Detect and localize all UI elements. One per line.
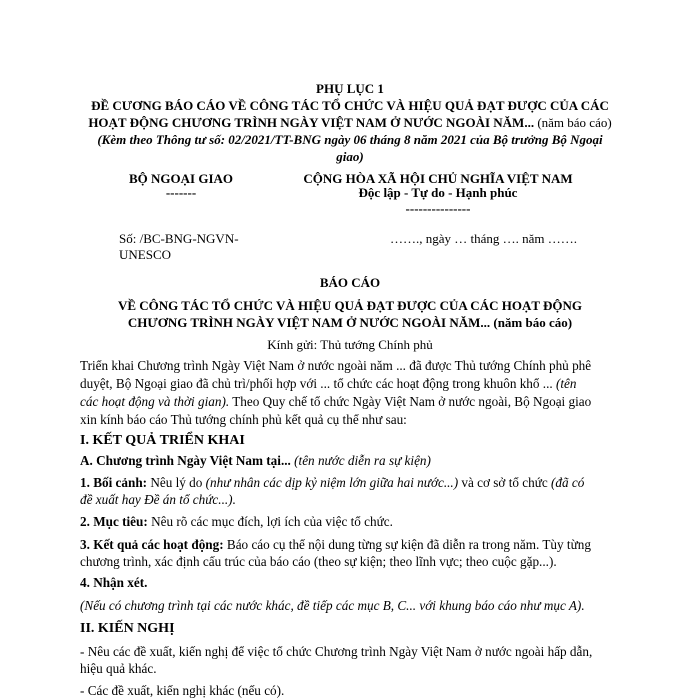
intro-line4: xin kính báo cáo Thủ tướng chính phủ kết quả cụ thể như sau:: [80, 412, 407, 427]
report-title: BÁO CÁO: [319, 275, 381, 290]
intro-line1: Triển khai Chương trình Ngày Việt Nam ở nước ngoài năm ... đã được Thủ tướng Chính phủ phê: [80, 358, 592, 373]
national-motto: Độc lập - Tự do - Hạnh phúc: [358, 185, 518, 200]
sectionA-italic: (tên nước diễn ra sự kiện): [290, 453, 431, 468]
item3-line2: chương trình, xác định cấu trúc của báo cáo (theo sự kiện; theo lĩnh vực; theo cuộc gặp...).: [80, 554, 557, 569]
agency-rule: -------: [165, 185, 197, 200]
nation-name: CỘNG HÒA XÃ HỘI CHỦ NGHĨA VIỆT NAM: [303, 171, 573, 186]
sectionA-bold: A. Chương trình Ngày Việt Nam tại...: [80, 453, 291, 468]
item1-text-d: (đã có: [551, 475, 585, 490]
appendix-attach-line2: giao): [336, 149, 364, 164]
note-other-countries: (Nếu có chương trình tại các nước khác, đề tiếp các mục B, C... với khung báo cáo như mục A).: [80, 598, 585, 613]
item3-text: Báo cáo cụ thể nội dung từng sự kiện đã diễn ra trong năm. Tùy từng: [223, 537, 591, 552]
appendix-title: PHỤ LỤC 1: [316, 81, 384, 96]
report-subject-line1: VỀ CÔNG TÁC TỔ CHỨC VÀ HIỆU QUẢ ĐẠT ĐƯỢC CỦA CÁC HOẠT ĐỘNG: [117, 298, 583, 313]
item1-line2: đề xuất hay Đề án tổ chức...).: [80, 492, 236, 507]
item1-text-c: và cơ sở tổ chức: [458, 475, 551, 490]
item1-line1: [80, 474, 620, 492]
report-subject-line2: CHƯƠNG TRÌNH NGÀY VIỆT NAM Ở NƯỚC NGOÀI NĂM... (năm báo cáo): [127, 315, 573, 330]
appendix-subtitle-line1: ĐỀ CƯƠNG BÁO CÁO VỀ CÔNG TÁC TỔ CHỨC VÀ HIỆU QUẢ ĐẠT ĐƯỢC CỦA CÁC: [91, 98, 609, 113]
section1-heading: I. KẾT QUẢ TRIỂN KHAI: [80, 433, 245, 448]
date-place: ……., ngày … tháng …. năm …….: [390, 231, 578, 246]
recommendation1-line2: hiệu quả khác.: [80, 661, 157, 676]
item4-label: 4. Nhận xét.: [80, 575, 148, 590]
item2-label: 2. Mục tiêu:: [80, 514, 148, 529]
item3-label: 3. Kết quả các hoạt động:: [80, 537, 224, 552]
recommendation2: - Các đề xuất, kiến nghị khác (nếu có).: [80, 683, 285, 698]
intro-line3-italic: các hoạt động và thời gian).: [80, 394, 230, 409]
report-recipient: Kính gửi: Thủ tướng Chính phủ: [267, 337, 433, 352]
item1-text-a: Nêu lý do: [147, 475, 206, 490]
intro-line3: [80, 393, 620, 411]
document-number-line1: Số: /BC-BNG-NGVN-: [119, 231, 239, 246]
intro-line3-text: Theo Quy chế tổ chức Ngày Việt Nam ở nước ngoài, Bộ Ngoại giao: [229, 394, 592, 409]
intro-line2: [80, 375, 620, 393]
sectionA-heading: [80, 452, 620, 470]
document-number-line2: UNESCO: [119, 247, 172, 262]
appendix-subtitle-bold: HOẠT ĐỘNG CHƯƠNG TRÌNH NGÀY VIỆT NAM Ở NƯỚC NGOÀI NĂM...: [88, 115, 535, 130]
section2-heading: II. KIẾN NGHỊ: [80, 621, 175, 636]
item3-line1: [80, 536, 620, 554]
appendix-subtitle-line2: [60, 114, 640, 131]
recommendation1-line1: - Nêu các đề xuất, kiến nghị để việc tổ chức Chương trình Ngày Việt Nam ở nước ngoài hấp dẫn,: [80, 644, 593, 659]
item2-line: [80, 513, 620, 531]
item1-label: 1. Bối cảnh:: [80, 475, 148, 490]
appendix-attach-line1: (Kèm theo Thông tư số: 02/2021/TT-BNG ngày 06 tháng 8 năm 2021 của Bộ trưởng Bộ Ngoại: [97, 132, 603, 147]
agency-name: BỘ NGOẠI GIAO: [128, 171, 233, 186]
motto-rule: ---------------: [405, 201, 471, 216]
item1-text-b: (như nhân các dịp kỷ niệm lớn giữa hai nước...): [205, 475, 459, 490]
item2-text: Nêu rõ các mục đích, lợi ích của việc tổ chức.: [147, 514, 393, 529]
appendix-subtitle-normal: (năm báo cáo): [534, 115, 612, 130]
intro-line2-text: duyệt, Bộ Ngoại giao đã chủ trì/phối hợp với ... tổ chức các hoạt động trong khuôn khổ ...: [80, 376, 556, 391]
intro-line2-italic: (tên: [555, 376, 577, 391]
